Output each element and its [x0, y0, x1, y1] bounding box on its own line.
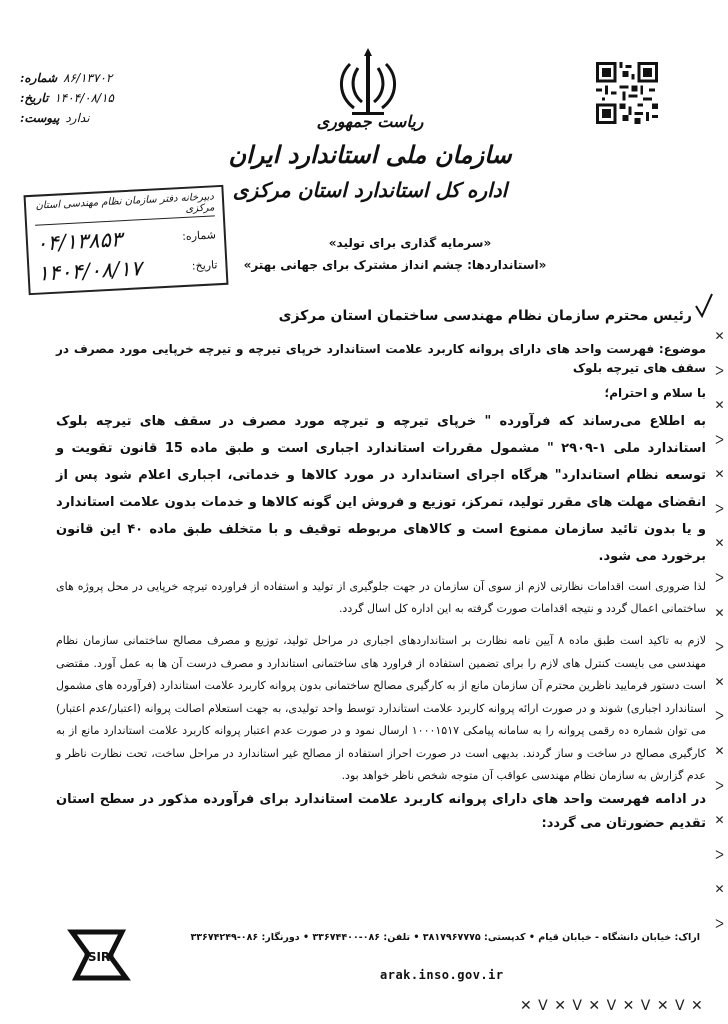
slogan-investment: «سرمایه گذاری برای تولید»: [328, 236, 492, 250]
slogan-standards: «استانداردها: چشم انداز مشترک برای جهانی بهتر»: [243, 258, 547, 272]
stamp-date-row: [37, 252, 218, 285]
letter-attachment-row: [20, 108, 170, 128]
recipient-line: رئیس محترم سازمان نظام مهندسی ساختمان استان مرکزی: [278, 308, 692, 324]
header-presidency: ریاست جمهوری: [316, 112, 424, 131]
bottom-border-decoration: ✕ ᐯ ✕ ᐯ ✕ ᐯ ✕ ᐯ ✕ ᐯ ✕: [520, 998, 704, 1014]
letter-attachment-value: ندارد: [65, 111, 90, 125]
paragraph-regulation: لازم به تاکید است طبق ماده ۸ آیین نامه نظارت بر استانداردهای اجباری در مراحل تولید، توزیع و مصرف مصالح ساختمانی سازمان نظام مهندسی می بایست کنترل های لازم را برای تضمین استفاده از فراورد های ساختمانی استاندارد و مصرف درست آن ها به عمل آورد. مقتضی است دستور فرمایید ناظرین محترم آن سازمان مانع از به کارگیری مصالح ساختمانی بدون پروانه کاربرد علامت استاندارد (فرآورده های مشمول استاندارد اجباری) شوند و در صورت ارائه پروانه کاربرد علامت استاندارد توسط واحد تولیدی، به جهت استعلام اصالت پروانه (اعتبار/عدم اعتبار) می توان شماره ده رقمی پروانه را به سامانه پیامکی ۱۰۰۰۱۵۱۷ ارسال نمود و در صورت عدم اعتبار پروانه کاربرد علامت استاندارد مانع از به کارگیری مصالح در ساخت و ساز گردند. بدیهی است در صورت احراز استفاده از مصالح غیر استاندارد در مراحل ساخت، تحت نظارت ناظر و عدم گزارش به سازمان نظام مهندسی عواقب آن متوجه شخص ناظر خواهد بود.: [56, 634, 707, 782]
stamp-org: دبیرخانه دفتر سازمان نظام مهندسی استان مرکزی: [34, 191, 215, 225]
letter-subject: موضوع: فهرست واحد های دارای پروانه کاربرد علامت استاندارد خرپای تیرچه و تیرچه خرپایی مورد مصرف در سقف های تیرچه بلوک: [56, 342, 706, 375]
letter-date-row: [20, 88, 170, 108]
logo-text: ISIRI: [83, 950, 115, 964]
stamp-date-value: ۱۴۰۴/۰۸/۱۷: [37, 256, 143, 286]
footer-website: arak.inso.gov.ir: [380, 968, 504, 982]
letter-date-value: ۱۴۰۴/۰۸/۱۵: [54, 91, 114, 105]
letter-body: [56, 340, 706, 836]
stamp-number-label: شماره:: [181, 227, 217, 243]
letter-number-row: [20, 68, 170, 88]
received-stamp: [24, 185, 229, 295]
letter-attachment-label: پیوست:: [20, 111, 60, 125]
right-border-decoration: ✕ ᐳ ✕ ᐳ ✕ ᐳ ✕ ᐳ ✕ ᐳ ✕ ᐳ ✕ ᐳ ✕ ᐳ ✕ ᐳ: [714, 329, 726, 931]
footer-address: اراک: خیابان دانشگاه - خیابان قیام • کدپستی: ۳۸۱۷۹۶۷۷۷۵ • تلفن: ۰۸۶-۳۳۶۷۴۴۰۰ • دورنگار: ۰۸۶-۳۳۶۷۴۲۴۹: [190, 932, 700, 943]
paragraph-supervision: لذا ضروری است اقدامات نظارتی لازم از سوی آن سازمان در جهت جلوگیری از تولید و استفاده از فراورده تیرچه خرپایی در محل پروژه های ساختمانی اعمال گردد و نتیجه اقدامات صورت گرفته به این اداره کل اسال گردد.: [56, 580, 706, 615]
paragraph-legal-notice: به اطلاع می‌رساند که فرآورده " خرپای تیرچه و تیرچه مورد مصرف در سقف های تیرچه بلوک استاندارد ملی ۱-۲۹۰۹ " مشمول مقررات استاندارد اجباری است و طبق ماده 15 قانون تقویت و توسعه نظام استاندارد" هرگاه اجرای استاندارد در مورد کالاها و خدماتی، اجباری اعلام شود پس از انقضای مهلت های مقرر تولید، تمرکز، توزیع و فروش این گونه کالاها و خدمات بدون علامت استاندارد و یا بدون تائید سازمان ممنوع است و کالاهای مربوطه توقیف و با متخلف طبق ماده ۴۰ این قانون برخورد می شود.: [56, 414, 707, 564]
qr-code-icon: [596, 62, 658, 124]
letter-number-value: ۸۶/۱۳۷۰۲: [63, 71, 113, 85]
letter-date-label: تاریخ:: [20, 91, 49, 105]
letter-meta: [20, 68, 170, 128]
header-provincial-office: اداره کل استاندارد استان مرکزی: [232, 178, 508, 202]
letter-greeting: با سلام و احترام؛: [604, 386, 706, 400]
stamp-number-value: ۰۴/۱۳۸۵۳: [35, 227, 123, 256]
stamp-number-row: [35, 222, 216, 255]
checkmark-icon: [694, 292, 714, 318]
stamp-date-label: تاریخ:: [191, 257, 218, 273]
isiri-logo-icon: [66, 926, 132, 984]
header-organization: سازمان ملی استاندارد ایران: [228, 140, 512, 169]
letter-number-label: شماره:: [20, 71, 58, 85]
paragraph-list-intro: در ادامه فهرست واحد های دارای پروانه کاربرد علامت استاندارد برای فرآورده مذکور در سطح استان تقدیم حضورتان می گردد:: [56, 791, 706, 831]
